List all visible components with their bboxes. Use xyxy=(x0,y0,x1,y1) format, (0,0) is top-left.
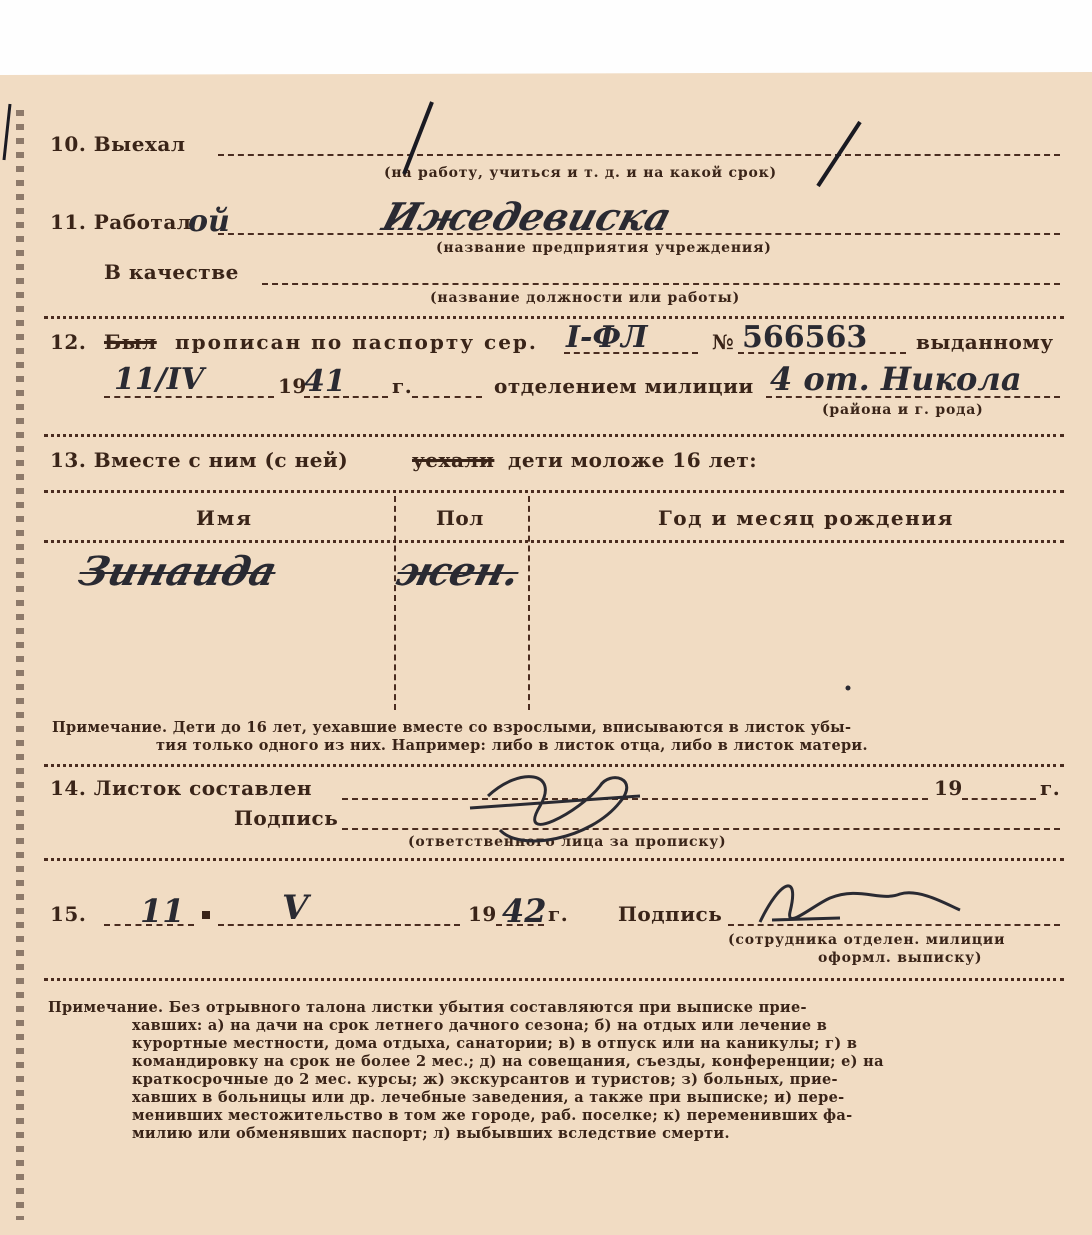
issue-date-value: 11/IV xyxy=(114,362,205,397)
field-12-dept-hint: (района и г. рода) xyxy=(822,402,984,418)
table-top-border xyxy=(44,490,1064,493)
field-15-dot xyxy=(202,911,210,919)
table-cell-sex: жен. xyxy=(392,548,525,595)
table-header-sex: Пол xyxy=(436,506,484,530)
field-11b-label: В качестве xyxy=(104,260,239,284)
field-15-label: 15. xyxy=(50,902,87,926)
field-11-handwritten-value: Ижедевиска xyxy=(377,194,677,239)
field-11-handwritten-suffix: ой xyxy=(188,204,230,239)
field-15-hint-2: оформл. выписку) xyxy=(818,950,983,966)
field-12-year-suffix: г. xyxy=(392,374,413,398)
field-12-strikethrough: Был xyxy=(104,330,157,354)
section-divider xyxy=(44,978,1064,981)
field-15-hint-1: (сотрудника отделен. милиции xyxy=(728,932,1006,948)
field-10-hint: (на работу, учиться и т. д. и на какой срок) xyxy=(384,165,777,181)
field-15-sign-label: Подпись xyxy=(618,902,723,926)
section-divider xyxy=(44,434,1064,437)
note-2-line: менивших местожительство в том же городе, раб. поселке; к) переменивших фа- xyxy=(132,1107,853,1124)
field-13-strikethrough: уехали xyxy=(412,448,495,472)
note-2-line: курортные местности, дома отдыха, санатории; в) в отпуск или на каникулы; г) в xyxy=(132,1035,858,1052)
dept-value: 4 от. Никола xyxy=(770,360,1022,398)
field-12-dept-label: отделением милиции xyxy=(494,374,754,398)
table-header-name: Имя xyxy=(196,506,254,530)
field-15-year-suffix: г. xyxy=(548,902,569,926)
section-divider xyxy=(44,316,1064,319)
field-12-number-sign: № xyxy=(712,330,735,354)
note-2-line: милию или обменявших паспорт; л) выбывших вследствие смерти. xyxy=(132,1125,730,1142)
field-15-month-line xyxy=(218,924,460,926)
field-11b-line xyxy=(262,283,1060,285)
field-11-label: 11. Работал xyxy=(50,210,192,234)
issue-year-value: 41 xyxy=(304,364,346,399)
field-12-year-prefix: 19 xyxy=(278,374,307,398)
table-column-divider xyxy=(528,496,530,710)
field-14-year-line xyxy=(962,798,1036,800)
field-11b-hint: (название должности или работы) xyxy=(430,290,740,306)
field-12-text: прописан по паспорту сер. xyxy=(175,330,538,354)
field-10-label: 10. Выехал xyxy=(50,132,186,156)
perforation-edge xyxy=(16,110,24,1220)
note-2-line: хавших: а) на дачи на срок летнего дачного сезона; б) на отдых или лечение в xyxy=(132,1017,828,1034)
field-13-label: 13. Вместе с ним (с ней) xyxy=(50,448,349,472)
note-2-line: хавших в больницы или др. лечебные заведения, а также при выписке; и) пере- xyxy=(132,1089,845,1106)
note-2-line: Примечание. Без отрывного талона листки убытия составляются при выписке прие- xyxy=(48,999,807,1016)
field-11-hint: (название предприятия учреждения) xyxy=(436,240,772,256)
field-15-sign-line xyxy=(728,924,1060,926)
field-14-sign-line xyxy=(342,828,1060,830)
note-2-line: командировку на срок не более 2 мес.; д) на совещания, съезды, конференции; е) на xyxy=(132,1053,884,1070)
table-column-divider xyxy=(394,496,396,710)
field-14-hint: (ответственного лица за прописку) xyxy=(408,834,727,850)
section-divider xyxy=(44,764,1064,767)
field-12-blank-line xyxy=(412,396,482,398)
field-13-rest: дети моложе 16 лет: xyxy=(508,448,758,472)
section-divider xyxy=(44,858,1064,861)
note-1-line: тия только одного из них. Например: либо в листок отца, либо в листок матери. xyxy=(156,737,868,754)
note-2-line: краткосрочные до 2 мес. курсы; ж) экскурсантов и туристов; з) больных, прие- xyxy=(132,1071,838,1088)
passport-series-value: I-ФЛ xyxy=(566,320,648,355)
field-15-year-prefix: 19 xyxy=(468,902,497,926)
note-1-line: Примечание. Дети до 16 лет, уехавшие вместе со взрослыми, вписываются в листок убы- xyxy=(52,719,852,736)
field-14-sign-label: Подпись xyxy=(234,806,339,830)
field-15-day-value: 11 xyxy=(140,892,185,930)
table-header-border xyxy=(44,540,1064,543)
field-14-year-prefix: 19 xyxy=(934,776,963,800)
field-12-issued: выданному xyxy=(916,330,1054,354)
field-12-number: 12. xyxy=(50,330,87,354)
table-header-birth: Год и месяц рождения xyxy=(658,506,954,530)
field-15-month-value: V xyxy=(282,888,309,928)
table-cell-name: Зинаида xyxy=(74,548,282,595)
field-14-line xyxy=(342,798,928,800)
field-10-line xyxy=(218,154,1060,156)
field-15-year-value: 42 xyxy=(502,892,547,930)
passport-number-value: 566563 xyxy=(742,320,868,355)
field-14-year-suffix: г. xyxy=(1040,776,1061,800)
field-14-label: 14. Листок составлен xyxy=(50,776,313,800)
